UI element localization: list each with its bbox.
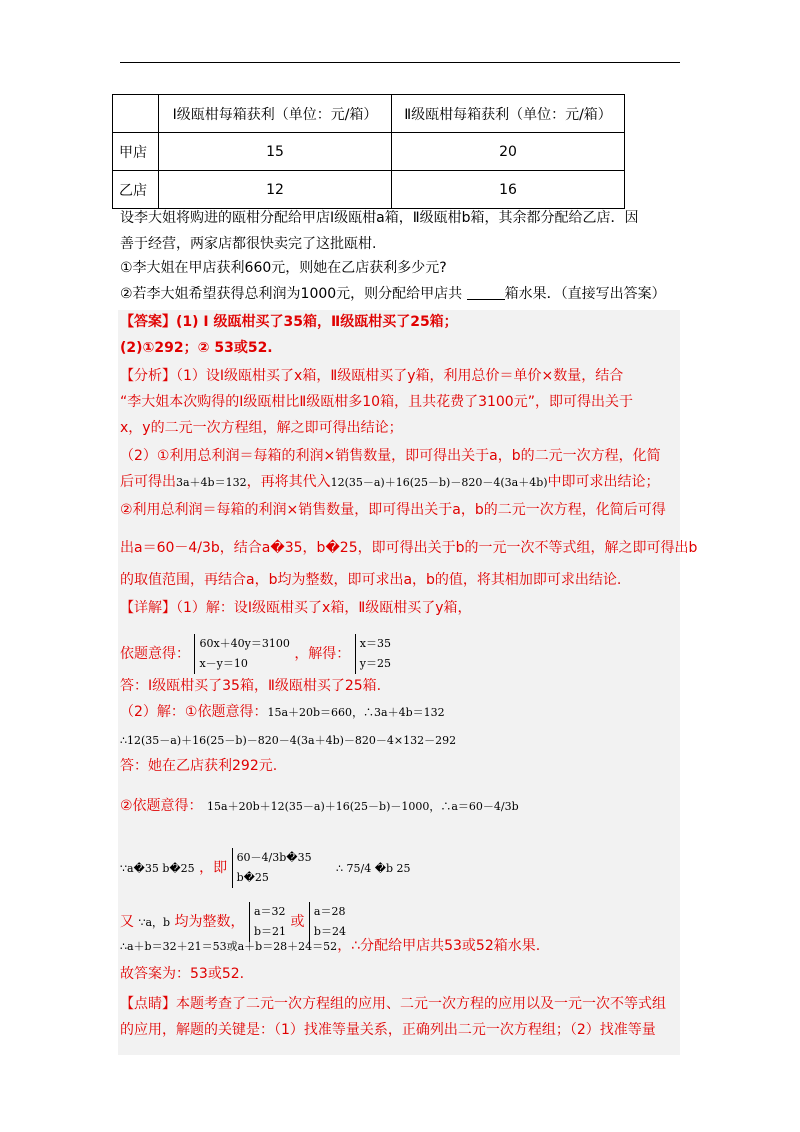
detail-line [120, 848, 411, 888]
detail-line: 答：她在乙店获利292元. [120, 758, 278, 774]
text-span: 中即可求出结论； [547, 474, 660, 490]
table-row [113, 133, 625, 171]
answer-blank [467, 285, 505, 300]
math-expr: 15a＋20b＝660 [267, 706, 353, 719]
table-header-row [113, 95, 625, 133]
answer-line: 【答案】(1) Ⅰ 级瓯柑买了35箱，Ⅱ级瓯柑买了25箱； [120, 314, 458, 330]
analysis-line: 出a＝60－4/3b，结合a�35，b�25，即可得出关于b的一元一次不等式组，解之即可得出b [120, 540, 698, 556]
math-expr: ∵a，b [138, 916, 171, 929]
math-expr: ∴a＋b＝32＋21＝53或a＋b＝28＋24＝52 [120, 940, 338, 953]
text-span: ，解得： [294, 646, 351, 662]
math-expr: 15a＋20b＋12(35－a)＋16(25－b)－1000 [207, 800, 430, 813]
table-cell: 20 [392, 133, 625, 171]
analysis-line: “李大姐本次购得的Ⅰ级瓯柑比Ⅱ级瓯柑多10箱，且共花费了3100元”，即可得出关于 [120, 394, 633, 410]
analysis-line: （2）①利用总利润＝每箱的利润×销售数量，即可得出关于a，b的二元一次方程，化简 [120, 448, 661, 464]
equation: 60x＋40y＝3100 [199, 637, 290, 650]
header-rule [120, 62, 680, 63]
table-header-cell [113, 95, 159, 133]
table-cell: 12 [159, 171, 392, 209]
math-expr: ∴ 75/4 �b 25 [336, 862, 411, 875]
table-header-cell: Ⅰ级瓯柑每箱获利（单位：元/箱） [159, 95, 392, 133]
inequality: 60－4/3b�35 [236, 851, 312, 864]
detail-line [120, 936, 540, 957]
table-cell: 16 [392, 171, 625, 209]
analysis-line [120, 472, 660, 493]
math-expr: ∴12(35－a)＋16(25－b)－820－4(3a＋4b)－820－4×132－292 [120, 734, 457, 747]
math-expr: 3a＋4b＝132 [176, 476, 247, 489]
math-expr: 12(35－a)＋16(25－b)－820－4(3a＋4b) [330, 476, 548, 489]
text-span: 或 [290, 914, 305, 930]
inequality: b�25 [236, 871, 269, 884]
equation: x＝35 [359, 637, 391, 650]
equation: b＝24 [313, 925, 346, 938]
detail-line: 答：Ⅰ级瓯柑买了35箱，Ⅱ级瓯柑买了25箱. [120, 678, 382, 694]
inequality-system [232, 848, 312, 888]
text-span: 均为整数， [174, 914, 245, 930]
equation: y＝25 [359, 657, 391, 670]
answer-line: (2)①292；② 53或52. [120, 340, 273, 356]
math-expr: ∵a�35 b�25 [120, 862, 195, 875]
text-span: ，再将其代入 [246, 474, 331, 490]
question-2-text: ②若李大姐希望获得总利润为1000元，则分配给甲店共 [120, 286, 463, 302]
equation: a＝32 [253, 905, 286, 918]
text-span: ，∴分配给甲店共53或52箱水果. [337, 938, 541, 954]
table-cell-store: 乙店 [113, 171, 159, 209]
detail-line [120, 730, 456, 751]
analysis-line: x，y的二元一次方程组，解之即可得出结论； [120, 420, 403, 436]
math-expr: ，∴a＝60－4/3b [429, 800, 519, 813]
detail-line [120, 796, 519, 817]
question-2-tail: 箱水果．（直接写出答案） [504, 286, 666, 302]
equation: x－y＝10 [199, 657, 248, 670]
question-2 [120, 284, 666, 304]
table-row [113, 171, 625, 209]
analysis-line: ②利用总利润＝每箱的利润×销售数量，即可得出关于a，b的二元一次方程，化简后可得 [120, 502, 666, 518]
table-cell-store: 甲店 [113, 133, 159, 171]
analysis-line: 的取值范围，再结合a，b均为整数，即可求出a，b的值，将其相加即可求出结论. [120, 572, 622, 588]
detail-line [120, 634, 391, 674]
solution-system [355, 634, 391, 674]
detail-line [120, 702, 445, 723]
math-expr: ，∴3a＋4b＝132 [352, 706, 445, 719]
question-1: ①李大姐在甲店获利660元，则她在乙店获利多少元? [120, 260, 447, 276]
detail-line: 故答案为：53或52. [120, 966, 245, 982]
problem-line: 设李大姐将购进的瓯柑分配给甲店Ⅰ级瓯柑a箱，Ⅱ级瓯柑b箱，其余都分配给乙店．因 [120, 210, 639, 226]
table-header-cell: Ⅱ级瓯柑每箱获利（单位：元/箱） [392, 95, 625, 133]
text-span: （2）解：①依题意得： [120, 704, 268, 720]
text-span: 又 [120, 914, 134, 930]
text-span: 后可得出 [120, 474, 176, 490]
equation: a＝28 [313, 905, 346, 918]
comment-line: 【点睛】本题考查了二元一次方程组的应用、二元一次方程的应用以及一元一次不等式组 [120, 996, 666, 1012]
equation: b＝21 [253, 925, 287, 938]
detail-line: 【详解】（1）解：设Ⅰ级瓯柑买了x箱，Ⅱ级瓯柑买了y箱， [120, 600, 472, 616]
text-span: ，即 [199, 860, 228, 876]
comment-line: 的应用，解题的关键是：（1）找准等量关系，正确列出二元一次方程组；（2）找准等量 [120, 1022, 656, 1038]
profit-table [112, 94, 625, 209]
table-cell: 15 [159, 133, 392, 171]
text-span: 依题意得： [120, 646, 190, 662]
problem-line: 善于经营，两家店都很快卖完了这批瓯柑. [120, 236, 377, 252]
equation-system [194, 634, 289, 674]
text-span: ②依题意得： [120, 798, 203, 814]
analysis-line: 【分析】（1）设Ⅰ级瓯柑买了x箱，Ⅱ级瓯柑买了y箱，利用总价＝单价×数量，结合 [120, 368, 624, 384]
